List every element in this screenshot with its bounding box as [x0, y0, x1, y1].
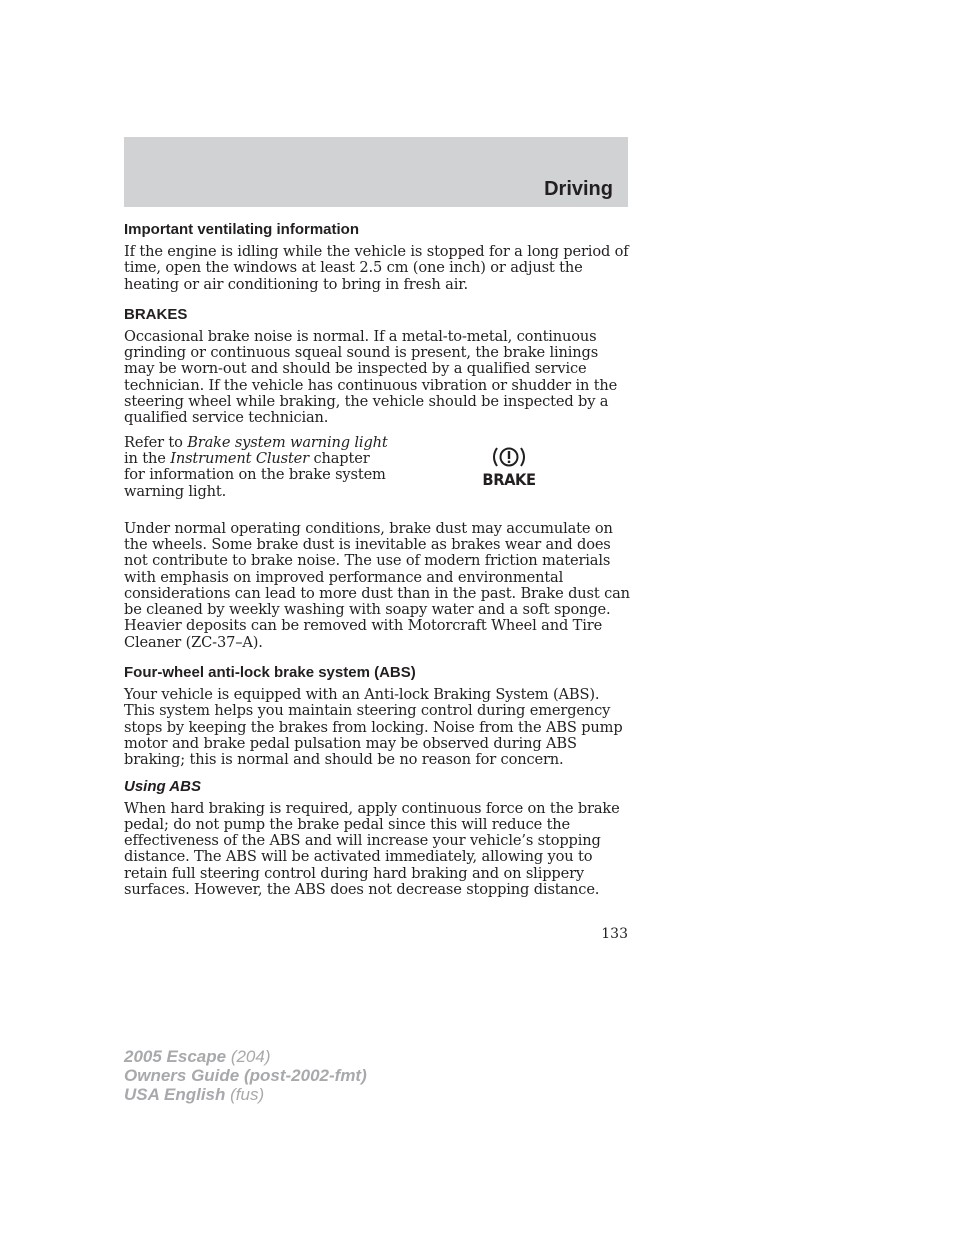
- footer-model: 2005 Escape: [124, 1047, 227, 1066]
- refer-instrument-cluster: Instrument Cluster: [170, 449, 309, 467]
- abs-heading: Four-wheel anti-lock brake system (ABS): [124, 664, 416, 682]
- refer-brake-warning-light: Brake system warning light: [187, 433, 388, 451]
- using-abs-heading: Using ABS: [124, 777, 201, 795]
- footer-line-3: [124, 1085, 367, 1104]
- brake-reference-text: [124, 435, 394, 500]
- brakes-body-1: Occasional brake noise is normal. If a metal-to-metal, continuous grinding or continuous squeal sound is present, the brake linings may be worn-out and should be inspected by a qualified service technician. If the vehicle has continuous vibration or shudder in the steering wheel while braking, the vehicle should be inspected by a qualified service technician.: [124, 327, 618, 427]
- brakes-heading: BRAKES: [124, 305, 188, 323]
- section-header-band: [124, 137, 628, 207]
- abs-body: Your vehicle is equipped with an Anti-lock Braking System (ABS). This system helps you maintain steering control during emergency stops by keeping the brakes from locking. Noise from the ABS pump motor and brake pedal pulsation may be observed during ABS braking; this is normal and should be no reason for concern.: [124, 686, 623, 769]
- brake-icon-label: BRAKE: [482, 469, 536, 489]
- refer-suffix: chapter for information on the brake system warning light.: [124, 449, 386, 500]
- section-title: Driving: [544, 178, 613, 200]
- footer-language-code: (fus): [225, 1085, 265, 1104]
- brake-warning-symbol-icon: [480, 445, 538, 471]
- ventilating-heading: Important ventilating information: [124, 221, 359, 238]
- footer-language: USA English: [124, 1085, 226, 1104]
- footer-guide: Owners Guide (post-2002-fmt): [124, 1066, 367, 1085]
- document-footer: [124, 1047, 367, 1104]
- refer-mid: in the: [124, 449, 171, 467]
- refer-prefix: Refer to: [124, 433, 188, 451]
- page-number: 133: [601, 926, 628, 942]
- footer-model-code: (204): [226, 1047, 271, 1066]
- footer-line-1: [124, 1047, 367, 1066]
- footer-line-2: [124, 1066, 367, 1085]
- page-content: [124, 220, 630, 906]
- brakes-body-2: Under normal operating conditions, brake dust may accumulate on the wheels. Some brake dust is inevitable as brakes wear and does not contribute to brake noise. The use of modern friction materials with emphasis on improved performance and environmental considerations can lead to more dust than in the past. Brake dust can be cleaned by weekly washing with soapy water and a soft sponge. Heavier deposits can be removed with Motorcraft Wheel and Tire Cleaner (ZC-37–A).: [124, 519, 630, 651]
- brake-warning-reference: [124, 435, 630, 521]
- ventilating-body: If the engine is idling while the vehicle is stopped for a long period of time, open the windows at least 2.5 cm (one inch) or adjust the heating or air conditioning to bring in fresh air.: [124, 243, 629, 293]
- using-abs-body: When hard braking is required, apply continuous force on the brake pedal; do not pump the brake pedal since this will reduce the effectiveness of the ABS and will increase your vehicle’s stopping distance. The ABS will be activated immediately, allowing you to retain full steering control during hard braking and on slippery surfaces. However, the ABS does not decrease stopping distance.: [124, 799, 620, 899]
- brake-warning-icon: [480, 445, 538, 491]
